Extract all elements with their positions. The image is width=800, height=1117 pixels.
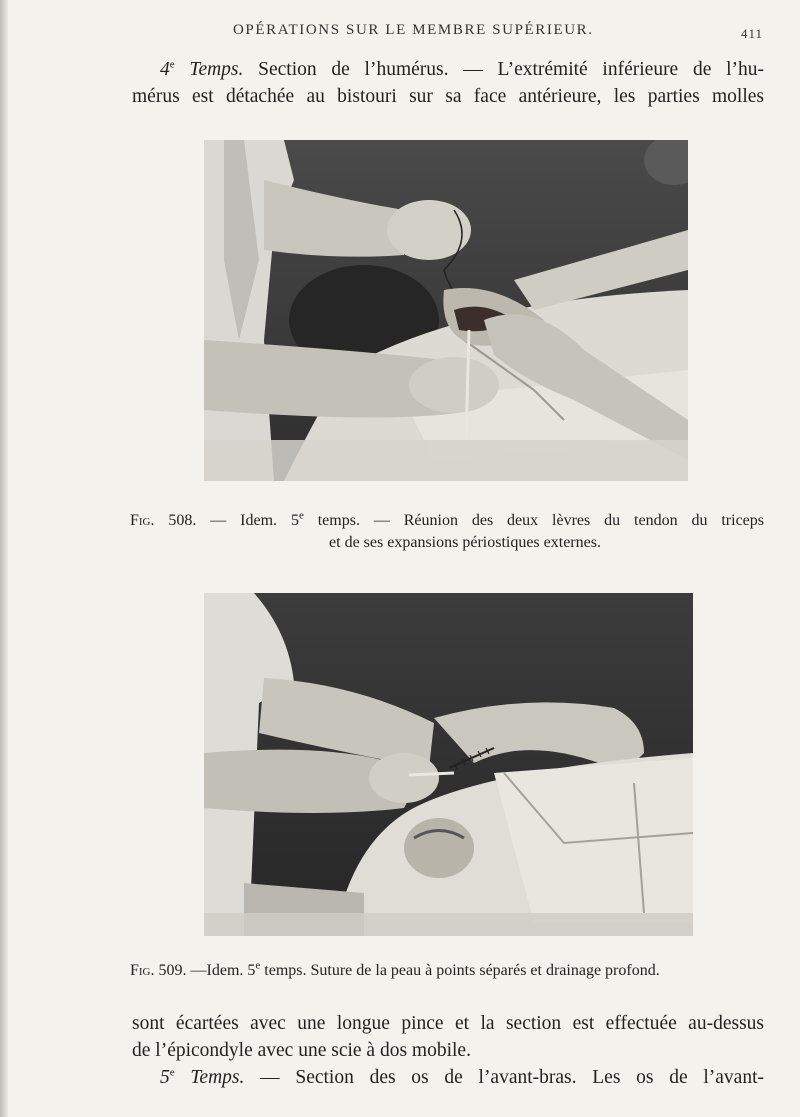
figure-508-caption-line-2: et de ses expansions périostiques externes. [329,534,601,551]
figure-508-caption-text-b: temps. — Réunion des deux lèvres du tendon du triceps [317,512,765,529]
figure-508-caption-text-a: — Idem. 5 [210,512,299,529]
figure-509-caption-text-b: temps. Suture de la peau à points séparés et drainage profond. [264,962,660,979]
paragraph-bottom-line-3 [132,1064,764,1091]
step-4-word: Temps. [189,59,244,80]
figure-509-caption-sup: e [255,959,261,972]
figure-508-caption-line-1 [130,510,764,532]
paragraph-bottom-line-3-text: — Section des os de l’avant-bras. Les os de l’avant- [260,1067,764,1088]
paragraph-bottom [132,1010,764,1091]
figure-508-caption [130,510,764,554]
figure-508-caption-sup: e [298,509,304,522]
paragraph-top-line-2: mérus est détachée au bistouri sur sa face antérieure, les parties molles [132,86,764,107]
step-5-word: Temps. [190,1067,245,1088]
figure-508-illustration [204,140,688,481]
running-header [233,22,763,44]
paragraph-top-line-1-text: Section de l’humérus. — L’extrémité inférieure de l’hu- [258,59,765,80]
figure-508-photo [204,140,688,481]
step-4-number: 4 [160,59,170,80]
figure-509-illustration [204,593,693,936]
page-binding-edge [0,0,8,1117]
page-number: 411 [740,26,763,41]
paragraph-top-line-1 [132,56,764,83]
step-4-sup: e [169,58,175,71]
figure-509-label: Fig. 509. [130,962,187,979]
figure-509-caption [130,960,770,982]
paragraph-bottom-line-2: de l’épicondyle avec une scie à dos mobile. [132,1040,471,1061]
figure-509-caption-text-a: —Idem. 5 [190,962,256,979]
running-title: OPÉRATIONS SUR LE MEMBRE SUPÉRIEUR. [233,22,594,38]
step-5-sup: e [169,1066,175,1079]
paragraph-top [132,56,764,110]
figure-508-label: Fig. 508. [130,512,197,529]
figure-509-photo [204,593,693,936]
step-5-number: 5 [160,1067,170,1088]
paragraph-bottom-line-1: sont écartées avec une longue pince et la section est effectuée au-dessus [132,1013,764,1034]
